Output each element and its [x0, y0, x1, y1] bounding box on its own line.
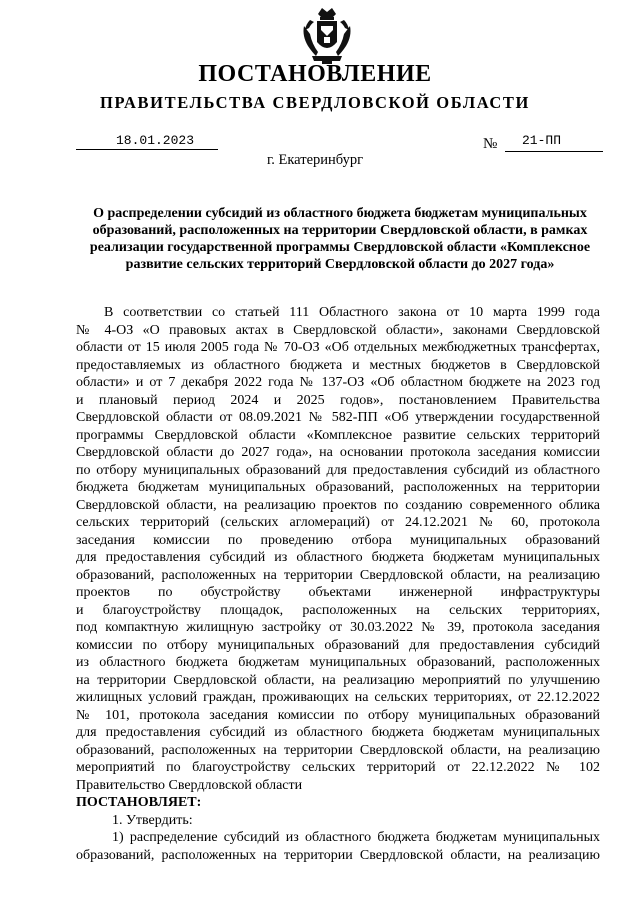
body-line: Свердловской области, на реализацию проектов по созданию современного облика: [76, 497, 600, 513]
body-line: по отбору муниципальных образований для предоставления субсидий из областного: [76, 462, 600, 478]
document-number: 21-ПП: [522, 133, 562, 148]
document-subtitle: ПРАВИТЕЛЬСТВА СВЕРДЛОВСКОЙ ОБЛАСТИ: [100, 93, 530, 112]
item-1-1-line: образований, расположенных на территории Свердловской области, на реализацию: [76, 847, 600, 863]
body-line: № 4-ОЗ «О правовых актах в Свердловской области», законами Свердловской: [76, 322, 600, 338]
subject-line: реализации государственной программы Свердловской области «Комплексное: [89, 240, 591, 255]
body-line: сельских территорий (сельских агломераций) от 24.12.2021 № 60, протокола: [76, 515, 600, 530]
body-line: проектов по обустройству объектами инженерной инфраструктуры: [76, 585, 600, 600]
body-line: предоставляемых из областного бюджета и местных бюджетов в Свердловской: [76, 357, 600, 373]
item-1-1-line: 1) распределение субсидий из областного бюджета бюджетам муниципальных: [112, 830, 600, 845]
subject-line: развитие сельских территорий Свердловской области до 2027 года»: [125, 257, 555, 272]
body-line: образований, расположенных на территории Свердловской области, на реализацию: [76, 567, 600, 583]
body-line: и благоустройству площадок, расположенных на сельских территориях,: [76, 602, 600, 618]
subject-line: О распределении субсидий из областного бюджета бюджетам муниципальных: [93, 206, 587, 221]
body-line: для предоставления субсидий из областного бюджета бюджетам муниципальных: [76, 725, 600, 740]
body-line: Правительство Свердловской области: [76, 777, 303, 793]
body-line: комиссии по отбору муниципальных образований для предоставления субсидий: [76, 637, 600, 653]
document-body: [76, 304, 600, 864]
body-line: области от 15 июля 2005 года № 70-ОЗ «Об отдельных межбюджетных трансфертах,: [76, 340, 600, 355]
coat-of-arms-icon: [300, 6, 354, 64]
body-line: № 101, протокола заседания комиссии по отбору муниципальных образований: [76, 707, 600, 723]
body-line: образований, расположенных на территории Свердловской области, на реализацию: [76, 742, 600, 758]
body-line: для предоставления субсидий из областного бюджета бюджетам муниципальных: [76, 550, 600, 565]
date-underline: [76, 149, 218, 150]
body-line: и плановый период 2024 и 2025 годов», постановлением Правительства: [76, 392, 600, 408]
body-line: области» и от 7 декабря 2022 года № 137-ОЗ «Об областном бюджете на 2023 год: [76, 375, 600, 390]
body-line: бюджета бюджетам муниципальных образований, расположенных на территории: [76, 480, 600, 495]
number-label: №: [483, 136, 498, 152]
body-line: под компактную жилищную застройку от 30.03.2022 № 39, протокола заседания: [76, 620, 600, 635]
document-title: ПОСТАНОВЛЕНИЕ: [198, 61, 432, 87]
subject-line: образований, расположенных на территории Свердловской области, в рамках: [92, 223, 588, 238]
body-line: на территории Свердловской области, на реализацию мероприятий по улучшению: [76, 672, 600, 688]
body-line: В соответствии со статьей 111 Областного закона от 10 марта 1999 года: [104, 305, 600, 320]
body-line: жилищных условий граждан, проживающих на сельских территориях, от 22.12.2022: [76, 690, 600, 705]
body-line: программы Свердловской области «Комплексное развитие сельских территорий: [76, 427, 600, 443]
document-subject: [70, 205, 610, 273]
decree-heading: ПОСТАНОВЛЯЕТ:: [76, 795, 202, 810]
item-1-heading: 1. Утвердить:: [112, 812, 193, 828]
document-city: г. Екатеринбург: [266, 152, 364, 168]
document-date: 18.01.2023: [116, 133, 195, 148]
body-line: заседания комиссии по проведению отбора муниципальных образований: [76, 532, 600, 548]
body-line: мероприятий по благоустройству сельских территорий от 22.12.2022 № 102: [76, 760, 600, 775]
body-line: из областного бюджета бюджетам муниципальных образований, расположенных: [76, 655, 600, 670]
body-line: Свердловской области до 2027 года», на основании протокола заседания комиссии: [76, 445, 600, 460]
body-line: Свердловской области от 08.09.2021 № 582-ПП «Об утверждении государственной: [76, 410, 600, 425]
